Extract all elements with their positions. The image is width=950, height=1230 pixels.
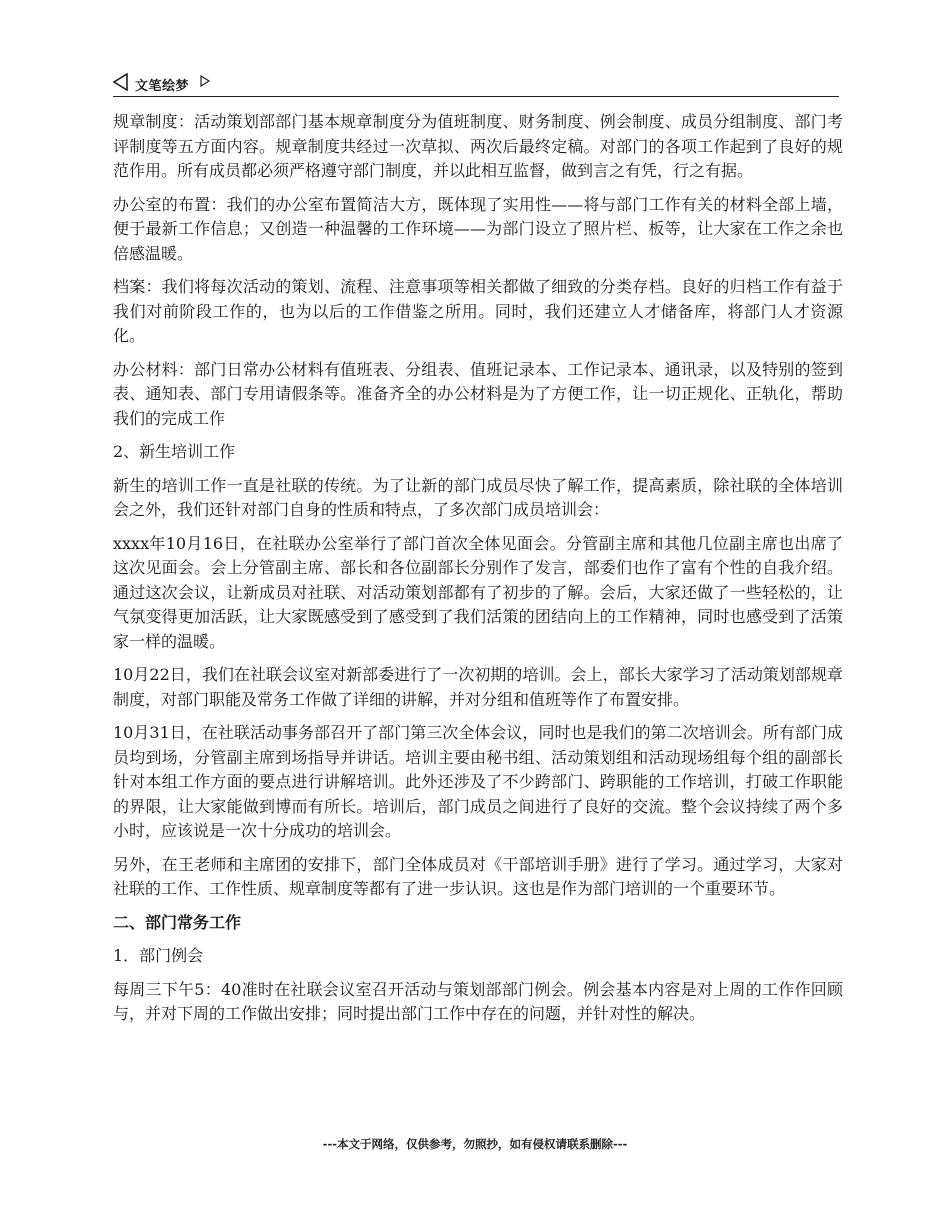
paragraph-archives: 档案：我们将每次活动的策划、流程、注意事项等相关都做了细致的分类存档。良好的归档工作有益于我们对前阶段工作的，也为以后的工作借鉴之所用。同时，我们还建立人才储备库，将部门人才资源化。 xyxy=(113,277,843,345)
paragraph-oct31-training: 10月31日，在社联活动事务部召开了部门第三次全体会议，同时也是我们的第二次培训会。所有部门成员均到场，分管副主席到场指导并讲话。培训主要由秘书组、活动策划组和活动现场组每个组的副部长针对本组工作方面的要点进行讲解培训。此外还涉及了不少跨部门、跨职能的工作培训，打破工作职能的界限，让大家能做到博而有所长。培训后，部门成员之间进行了良好的交流。整个会议持续了两个多小时，应该说是一次十分成功的培训会。 xyxy=(113,723,843,840)
page-header xyxy=(113,72,839,97)
paragraph-office-layout: 办公室的布置：我们的办公室布置简洁大方，既体现了实用性——将与部门工作有关的材料全部上墙，便于最新工作信息；又创造一种温馨的工作环境——为部门设立了照片栏、板等，让大家在工作之余也倍感温暖。 xyxy=(113,194,843,263)
sub-heading-weekly-meeting: 1．部门例会 xyxy=(113,946,204,965)
section-heading: 二、部门常务工作 xyxy=(113,912,242,932)
paragraph-oct22-training: 10月22日，我们在社联会议室对新部委进行了一次初期的培训。会上，部长大家学习了活动策划部规章制度，对部门职能及常务工作做了详细的讲解，并对分组和值班等作了布置安排。 xyxy=(113,665,843,709)
triangle-right-icon xyxy=(200,75,210,87)
document-body xyxy=(113,110,843,1036)
paragraph-training-intro: 新生的培训工作一直是社联的传统。为了让新的部门成员尽快了解工作，提高素质，除社联的全体培训会之外，我们还针对部门自身的性质和特点，了多次部门成员培训会： xyxy=(113,475,843,519)
paragraph-office-materials: 办公材料：部门日常办公材料有值班表、分组表、值班记录本、工作记录本、通讯录，以及特别的签到表、通知表、部门专用请假条等。准备齐全的办公材料是为了方便工作，让一切正规化、正轨化，帮助我们的完成工作 xyxy=(113,359,843,428)
header-title: 文笔绘梦 xyxy=(135,79,190,94)
paragraph-weekly-meeting: 每周三下午5：40准时在社联会议室召开活动与策划部部门例会。例会基本内容是对上周的工作作回顾与，并对下周的工作做出安排；同时提出部门工作中存在的问题，并针对性的解决。 xyxy=(113,979,843,1023)
subheading-freshman-training: 2、新生培训工作 xyxy=(113,442,236,461)
triangle-left-icon xyxy=(113,73,129,91)
paragraph-handbook-study: 另外，在王老师和主席团的安排下，部门全体成员对《干部培训手册》进行了学习。通过学习，大家对社联的工作、工作性质、规章制度等都有了进一步认识。这也是作为部门培训的一个重要环节。 xyxy=(113,854,843,898)
page-footer: ---本文于网络，仅供参考，勿照抄，如有侵权请联系删除--- xyxy=(322,1137,628,1151)
paragraph-rules: 规章制度：活动策划部部门基本规章制度分为值班制度、财务制度、例会制度、成员分组制度、部门考评制度等五方面内容。规章制度共经过一次草拟、两次后最终定稿。对部门的各项工作起到了良好的规范作用。所有成员都必须严格遵守部门制度，并以此相互监督，做到言之有凭，行之有据。 xyxy=(113,112,843,180)
paragraph-oct16-meeting: xxxx年10月16日，在社联办公室举行了部门首次全体见面会。分管副主席和其他几位副主席也出席了这次见面会。会上分管副主席、部长和各位副部长分别作了发言，部委们也作了富有个性的自我介绍。通过这次会议，让新成员对社联、对活动策划部都有了初步的了解。会后，大家还做了一些轻松的，让气氛变得更加活跃，让大家既感受到了感受到了我们活策的团结向上的工作精神，同时也感受到了活策家一样的温暖。 xyxy=(113,533,843,651)
